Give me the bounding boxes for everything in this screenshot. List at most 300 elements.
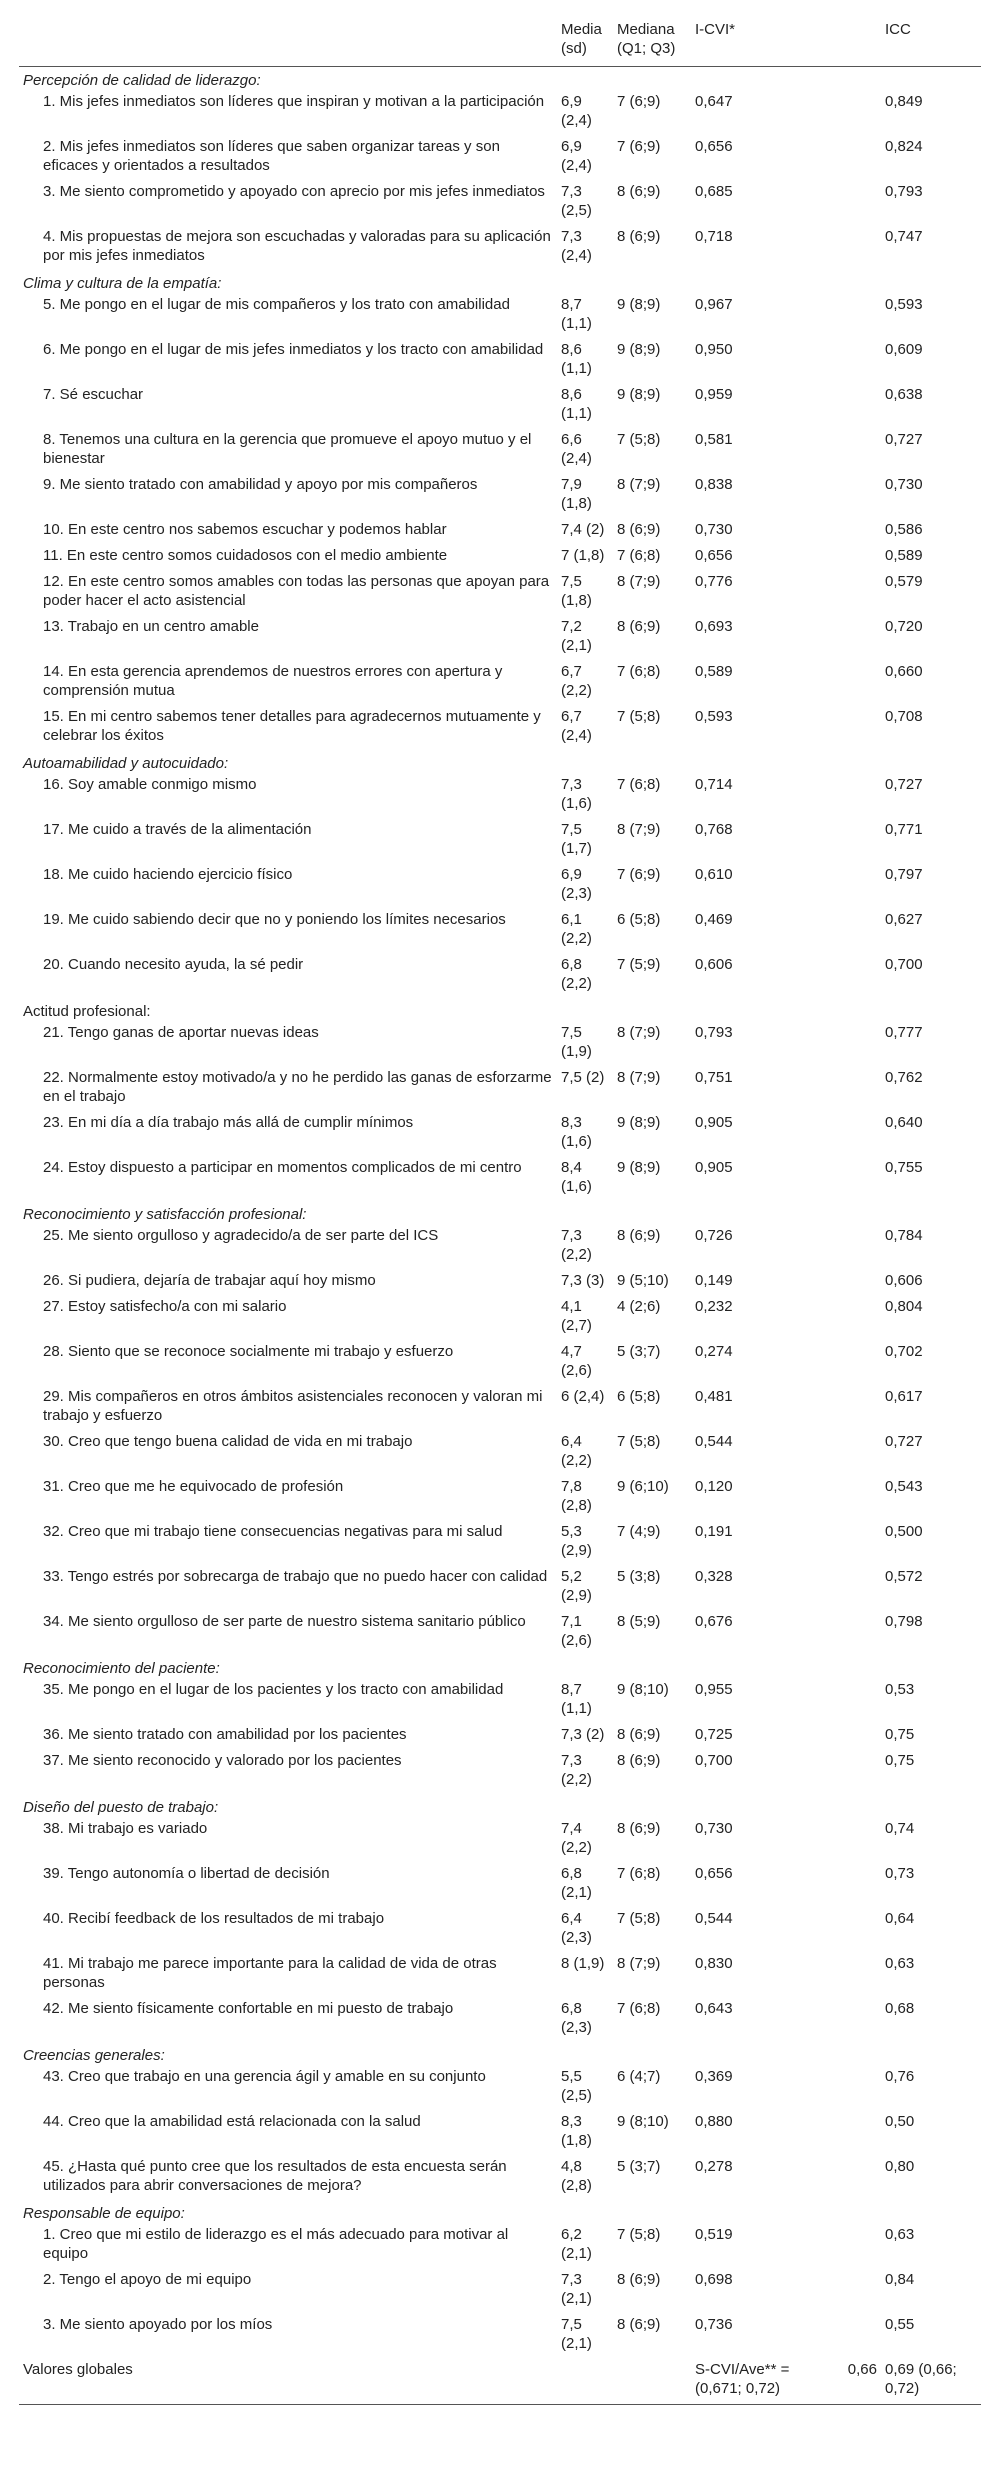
mediana-cell: 8 (6;9) — [617, 1820, 661, 1837]
icc-cell: 0,543 — [885, 1478, 923, 1495]
mediana-cell: 8 (6;9) — [617, 618, 661, 635]
item-label: 7. Sé escuchar — [43, 386, 144, 403]
item-label: 19. Me cuido sabiendo decir que no y poniendo los límites necesarios — [43, 911, 506, 928]
icvi-cell: 0,730 — [695, 1820, 733, 1837]
mediana-cell: 6 (4;7) — [617, 2068, 661, 2085]
item-label: 4. Mis propuestas de mejora son escuchadas y valoradas para su aplicación por mis jefes inmediatos — [43, 228, 551, 264]
media-cell: 7,5 (1,8) — [561, 573, 592, 609]
table-row — [19, 661, 981, 706]
icc-cell: 0,53 — [885, 1681, 915, 1698]
table-row — [19, 384, 981, 429]
section-row — [19, 1202, 981, 1225]
icvi-cell: 0,905 — [695, 1114, 733, 1131]
icvi-cell: 0,610 — [695, 866, 733, 883]
icc-cell: 0,771 — [885, 821, 923, 838]
item-label: 15. En mi centro sabemos tener detalles para agradecernos mutuamente y celebrar los éxitos — [43, 708, 541, 744]
mediana-cell: 5 (3;7) — [617, 1343, 661, 1360]
item-label: 2. Mis jefes inmediatos son líderes que saben organizar tareas y son eficaces y orientados a resultados — [43, 138, 500, 174]
icvi-cell: 0,959 — [695, 386, 733, 403]
mediana-cell: 8 (6;9) — [617, 2316, 661, 2333]
media-cell: 7,3 (2,4) — [561, 228, 592, 264]
item-label: 25. Me siento orgulloso y agradecido/a de ser parte del ICS — [43, 1227, 439, 1244]
icvi-cell: 0,519 — [695, 2226, 733, 2243]
item-label: 12. En este centro somos amables con todas las personas que apoyan para poder hacer el acto asistencial — [43, 573, 550, 609]
section-title: Responsable de equipo: — [23, 2205, 185, 2222]
icvi-cell: 0,656 — [695, 547, 733, 564]
media-cell: 6,7 (2,2) — [561, 663, 592, 699]
icc-cell: 0,75 — [885, 1752, 915, 1769]
table-row — [19, 181, 981, 226]
icc-cell: 0,76 — [885, 2068, 915, 2085]
table-row — [19, 474, 981, 519]
icc-cell: 0,63 — [885, 1955, 915, 1972]
icc-cell: 0,727 — [885, 776, 923, 793]
media-cell: 6,9 (2,3) — [561, 866, 592, 902]
icvi-cell: 0,593 — [695, 708, 733, 725]
table-row — [19, 2111, 981, 2156]
icvi-cell: 0,768 — [695, 821, 733, 838]
media-cell: 6,6 (2,4) — [561, 431, 592, 467]
table-body — [19, 67, 981, 2405]
mediana-cell: 8 (7;9) — [617, 1024, 661, 1041]
icc-cell: 0,720 — [885, 618, 923, 635]
header-mediana: Mediana (Q1; Q3) — [613, 14, 691, 67]
mediana-cell: 9 (8;9) — [617, 1159, 661, 1176]
media-cell: 7,4 (2,2) — [561, 1820, 592, 1856]
section-row — [19, 751, 981, 774]
media-cell: 6,4 (2,3) — [561, 1910, 592, 1946]
icc-cell: 0,572 — [885, 1568, 923, 1585]
section-title: Autoamabilidad y autocuidado: — [23, 755, 229, 772]
item-label: 44. Creo que la amabilidad está relacionada con la salud — [43, 2113, 421, 2130]
item-label: 35. Me pongo en el lugar de los pacientes y los tracto con amabilidad — [43, 1681, 504, 1698]
item-label: 28. Siento que se reconoce socialmente mi trabajo y esfuerzo — [43, 1343, 454, 1360]
item-label: 22. Normalmente estoy motivado/a y no he perdido las ganas de esforzarme en el trabajo — [43, 1069, 552, 1105]
icc-cell: 0,755 — [885, 1159, 923, 1176]
item-label: 18. Me cuido haciendo ejercicio físico — [43, 866, 293, 883]
mediana-cell: 7 (6;9) — [617, 138, 661, 155]
mediana-cell: 7 (6;8) — [617, 663, 661, 680]
global-media — [557, 2359, 613, 2405]
icvi-cell: 0,725 — [695, 1726, 733, 1743]
section-title: Reconocimiento del paciente: — [23, 1660, 220, 1677]
media-cell: 4,8 (2,8) — [561, 2158, 592, 2194]
item-label: 23. En mi día a día trabajo más allá de cumplir mínimos — [43, 1114, 414, 1131]
media-cell: 6,4 (2,2) — [561, 1433, 592, 1469]
table-row — [19, 545, 981, 571]
mediana-cell: 7 (6;8) — [617, 1865, 661, 1882]
icc-cell: 0,606 — [885, 1272, 923, 1289]
media-cell: 7,3 (2,1) — [561, 2271, 592, 2307]
table-row — [19, 1908, 981, 1953]
table-row — [19, 2066, 981, 2111]
media-cell: 7,3 (3) — [561, 1272, 605, 1289]
item-label: 36. Me siento tratado con amabilidad por los pacientes — [43, 1726, 407, 1743]
media-cell: 6,7 (2,4) — [561, 708, 592, 744]
icvi-cell: 0,647 — [695, 93, 733, 110]
icvi-cell: 0,481 — [695, 1388, 733, 1405]
table-row — [19, 864, 981, 909]
mediana-cell: 7 (6;9) — [617, 866, 661, 883]
item-label: 3. Me siento apoyado por los míos — [43, 2316, 273, 2333]
media-cell: 4,1 (2,7) — [561, 1298, 592, 1334]
media-cell: 7,5 (1,7) — [561, 821, 592, 857]
table-row — [19, 91, 981, 136]
mediana-cell: 8 (6;9) — [617, 2271, 661, 2288]
table-row — [19, 294, 981, 339]
media-cell: 7,3 (2) — [561, 1726, 605, 1743]
mediana-cell: 7 (5;8) — [617, 2226, 661, 2243]
table-row — [19, 706, 981, 751]
icc-cell: 0,579 — [885, 573, 923, 590]
mediana-cell: 7 (5;9) — [617, 956, 661, 973]
icvi-cell: 0,232 — [695, 1298, 733, 1315]
icc-cell: 0,593 — [885, 296, 923, 313]
icc-cell: 0,84 — [885, 2271, 915, 2288]
icvi-cell: 0,693 — [695, 618, 733, 635]
item-label: 26. Si pudiera, dejaría de trabajar aquí hoy mismo — [43, 1272, 376, 1289]
icc-cell: 0,75 — [885, 1726, 915, 1743]
media-cell: 8,6 (1,1) — [561, 341, 592, 377]
mediana-cell: 8 (6;9) — [617, 183, 661, 200]
mediana-cell: 7 (6;9) — [617, 93, 661, 110]
icc-cell: 0,730 — [885, 476, 923, 493]
table-row — [19, 1225, 981, 1270]
table-row — [19, 1386, 981, 1431]
mediana-cell: 8 (7;9) — [617, 1069, 661, 1086]
mediana-cell: 8 (7;9) — [617, 573, 661, 590]
table-row — [19, 339, 981, 384]
results-table — [19, 14, 981, 2405]
icvi-cell: 0,149 — [695, 1272, 733, 1289]
section-title: Reconocimiento y satisfacción profesional: — [23, 1206, 307, 1223]
table-row — [19, 954, 981, 999]
icc-cell: 0,55 — [885, 2316, 915, 2333]
table-row — [19, 2224, 981, 2269]
icc-cell: 0,68 — [885, 2000, 915, 2017]
icc-cell: 0,586 — [885, 521, 923, 538]
table-row — [19, 1998, 981, 2043]
item-label: 39. Tengo autonomía o libertad de decisión — [43, 1865, 330, 1882]
icvi-cell: 0,730 — [695, 521, 733, 538]
media-cell: 7,3 (2,2) — [561, 1227, 592, 1263]
mediana-cell: 9 (6;10) — [617, 1478, 669, 1495]
table-row — [19, 2156, 981, 2201]
icc-cell: 0,824 — [885, 138, 923, 155]
icvi-cell: 0,278 — [695, 2158, 733, 2175]
icvi-cell: 0,643 — [695, 2000, 733, 2017]
icc-cell: 0,80 — [885, 2158, 915, 2175]
icc-cell: 0,784 — [885, 1227, 923, 1244]
mediana-cell: 8 (6;9) — [617, 1752, 661, 1769]
mediana-cell: 9 (5;10) — [617, 1272, 669, 1289]
media-cell: 5,3 (2,9) — [561, 1523, 592, 1559]
icvi-cell: 0,950 — [695, 341, 733, 358]
table-header-row — [19, 14, 981, 67]
item-label: 5. Me pongo en el lugar de mis compañeros y los trato con amabilidad — [43, 296, 510, 313]
media-cell: 7,9 (1,8) — [561, 476, 592, 512]
media-cell: 7,5 (2,1) — [561, 2316, 592, 2352]
media-cell: 8,7 (1,1) — [561, 296, 592, 332]
mediana-cell: 7 (6;8) — [617, 2000, 661, 2017]
mediana-cell: 8 (7;9) — [617, 821, 661, 838]
mediana-cell: 8 (6;9) — [617, 521, 661, 538]
icvi-cell: 0,714 — [695, 776, 733, 793]
mediana-cell: 7 (5;8) — [617, 1433, 661, 1450]
item-label: 34. Me siento orgulloso de ser parte de nuestro sistema sanitario público — [43, 1613, 526, 1630]
item-label: 42. Me siento físicamente confortable en mi puesto de trabajo — [43, 2000, 454, 2017]
icvi-cell: 0,676 — [695, 1613, 733, 1630]
icc-cell: 0,660 — [885, 663, 923, 680]
item-label: 38. Mi trabajo es variado — [43, 1820, 208, 1837]
icc-cell: 0,609 — [885, 341, 923, 358]
mediana-cell: 8 (6;9) — [617, 1227, 661, 1244]
icvi-cell: 0,469 — [695, 911, 733, 928]
media-cell: 7,3 (2,2) — [561, 1752, 592, 1788]
icvi-cell: 0,656 — [695, 1865, 733, 1882]
global-icvi-cell — [691, 2359, 881, 2405]
table-row — [19, 136, 981, 181]
table-row — [19, 2269, 981, 2314]
icvi-cell: 0,274 — [695, 1343, 733, 1360]
mediana-cell: 5 (3;8) — [617, 1568, 661, 1585]
table-row — [19, 1157, 981, 1202]
icc-cell: 0,849 — [885, 93, 923, 110]
table-row — [19, 1679, 981, 1724]
item-label: 43. Creo que trabajo en una gerencia ágil y amable en su conjunto — [43, 2068, 486, 2085]
item-label: 14. En esta gerencia aprendemos de nuestros errores con apertura y comprensión mutua — [43, 663, 503, 699]
scvi-label: S-CVI/Ave** = — [695, 2361, 790, 2378]
table-row — [19, 1296, 981, 1341]
media-cell: 6,9 (2,4) — [561, 93, 592, 129]
media-cell: 5,5 (2,5) — [561, 2068, 592, 2104]
mediana-cell: 9 (8;9) — [617, 296, 661, 313]
media-cell: 7,1 (2,6) — [561, 1613, 592, 1649]
icvi-cell: 0,793 — [695, 1024, 733, 1041]
mediana-cell: 6 (5;8) — [617, 911, 661, 928]
item-label: 13. Trabajo en un centro amable — [43, 618, 259, 635]
icc-cell: 0,793 — [885, 183, 923, 200]
table-row — [19, 1521, 981, 1566]
media-cell: 6,8 (2,3) — [561, 2000, 592, 2036]
media-cell: 7,5 (1,9) — [561, 1024, 592, 1060]
scvi-value: 0,66 — [847, 2361, 877, 2378]
item-label: 11. En este centro somos cuidadosos con el medio ambiente — [43, 547, 448, 564]
table-row — [19, 1112, 981, 1157]
icc-cell: 0,500 — [885, 1523, 923, 1540]
table-row — [19, 1476, 981, 1521]
icc-cell: 0,708 — [885, 708, 923, 725]
mediana-cell: 4 (2;6) — [617, 1298, 661, 1315]
scvi-line — [695, 2360, 877, 2379]
mediana-cell: 9 (8;10) — [617, 1681, 669, 1698]
media-cell: 6,8 (2,1) — [561, 1865, 592, 1901]
table-row — [19, 1953, 981, 1998]
section-row — [19, 2043, 981, 2066]
icvi-cell: 0,656 — [695, 138, 733, 155]
icc-cell: 0,702 — [885, 1343, 923, 1360]
icc-cell: 0,627 — [885, 911, 923, 928]
mediana-cell: 7 (5;8) — [617, 431, 661, 448]
section-title: Actitud profesional: — [23, 1003, 151, 1020]
icvi-cell: 0,191 — [695, 1523, 733, 1540]
item-label: 30. Creo que tengo buena calidad de vida en mi trabajo — [43, 1433, 413, 1450]
section-title: Percepción de calidad de liderazgo: — [23, 72, 261, 89]
icc-cell: 0,640 — [885, 1114, 923, 1131]
section-row — [19, 271, 981, 294]
icvi-cell: 0,736 — [695, 2316, 733, 2333]
mediana-cell: 8 (6;9) — [617, 1726, 661, 1743]
icc-cell: 0,73 — [885, 1865, 915, 1882]
table-row — [19, 1566, 981, 1611]
icvi-cell: 0,955 — [695, 1681, 733, 1698]
item-label: 3. Me siento comprometido y apoyado con aprecio por mis jefes inmediatos — [43, 183, 545, 200]
icc-cell: 0,797 — [885, 866, 923, 883]
icc-cell: 0,74 — [885, 1820, 915, 1837]
mediana-cell: 8 (7;9) — [617, 1955, 661, 1972]
icvi-cell: 0,328 — [695, 1568, 733, 1585]
icc-cell: 0,63 — [885, 2226, 915, 2243]
item-label: 17. Me cuido a través de la alimentación — [43, 821, 312, 838]
mediana-cell: 7 (5;8) — [617, 1910, 661, 1927]
table-row — [19, 1270, 981, 1296]
media-cell: 7,2 (2,1) — [561, 618, 592, 654]
item-label: 24. Estoy dispuesto a participar en momentos complicados de mi centro — [43, 1159, 522, 1176]
item-label: 41. Mi trabajo me parece importante para la calidad de vida de otras personas — [43, 1955, 497, 1991]
item-label: 29. Mis compañeros en otros ámbitos asistenciales reconocen y valoran mi trabajo y esfuerzo — [43, 1388, 543, 1424]
header-icc: ICC — [881, 14, 981, 67]
item-label: 1. Mis jefes inmediatos son líderes que inspiran y motivan a la participación — [43, 93, 545, 110]
table-row — [19, 774, 981, 819]
mediana-cell: 7 (6;8) — [617, 776, 661, 793]
media-cell: 7,8 (2,8) — [561, 1478, 592, 1514]
mediana-cell: 9 (8;10) — [617, 2113, 669, 2130]
media-cell: 7,3 (2,5) — [561, 183, 592, 219]
icvi-cell: 0,718 — [695, 228, 733, 245]
media-cell: 5,2 (2,9) — [561, 1568, 592, 1604]
icvi-cell: 0,698 — [695, 2271, 733, 2288]
section-row — [19, 2201, 981, 2224]
icvi-cell: 0,581 — [695, 431, 733, 448]
mediana-cell: 8 (6;9) — [617, 228, 661, 245]
item-label: 45. ¿Hasta qué punto cree que los resultados de esta encuesta serán utilizados para abrir conversaciones de mejora? — [43, 2158, 507, 2194]
icc-cell: 0,777 — [885, 1024, 923, 1041]
icvi-cell: 0,967 — [695, 296, 733, 313]
icvi-cell: 0,369 — [695, 2068, 733, 2085]
icvi-cell: 0,905 — [695, 1159, 733, 1176]
media-cell: 6,9 (2,4) — [561, 138, 592, 174]
table-row — [19, 1341, 981, 1386]
table-row — [19, 571, 981, 616]
mediana-cell: 7 (5;8) — [617, 708, 661, 725]
mediana-cell: 8 (5;9) — [617, 1613, 661, 1630]
table-row — [19, 1431, 981, 1476]
icvi-cell: 0,830 — [695, 1955, 733, 1972]
media-cell: 7,3 (1,6) — [561, 776, 592, 812]
icc-cell: 0,747 — [885, 228, 923, 245]
header-icvi: I-CVI* — [691, 14, 881, 67]
table-row — [19, 1818, 981, 1863]
mediana-cell: 5 (3;7) — [617, 2158, 661, 2175]
media-cell: 8,6 (1,1) — [561, 386, 592, 422]
icc-cell: 0,700 — [885, 956, 923, 973]
table-row — [19, 819, 981, 864]
section-row — [19, 67, 981, 92]
icvi-cell: 0,685 — [695, 183, 733, 200]
icc-cell: 0,727 — [885, 1433, 923, 1450]
icc-cell: 0,50 — [885, 2113, 915, 2130]
mediana-cell: 9 (8;9) — [617, 1114, 661, 1131]
item-label: 20. Cuando necesito ayuda, la sé pedir — [43, 956, 304, 973]
section-title: Diseño del puesto de trabajo: — [23, 1799, 219, 1816]
table-row — [19, 1863, 981, 1908]
mediana-cell: 7 (6;8) — [617, 547, 661, 564]
media-cell: 8 (1,9) — [561, 1955, 605, 1972]
global-icc: 0,69 (0,66; 0,72) — [881, 2359, 981, 2405]
icvi-cell: 0,776 — [695, 573, 733, 590]
section-row — [19, 999, 981, 1022]
icc-cell: 0,617 — [885, 1388, 923, 1405]
table-row — [19, 1067, 981, 1112]
icc-cell: 0,798 — [885, 1613, 923, 1630]
table-row — [19, 1724, 981, 1750]
section-row — [19, 1656, 981, 1679]
section-title: Creencias generales: — [23, 2047, 165, 2064]
table-row — [19, 1022, 981, 1067]
media-cell: 7 (1,8) — [561, 547, 605, 564]
icc-cell: 0,64 — [885, 1910, 915, 1927]
icvi-cell: 0,880 — [695, 2113, 733, 2130]
mediana-cell: 7 (4;9) — [617, 1523, 661, 1540]
media-cell: 4,7 (2,6) — [561, 1343, 592, 1379]
table-row — [19, 2314, 981, 2359]
icvi-cell: 0,726 — [695, 1227, 733, 1244]
item-label: 37. Me siento reconocido y valorado por los pacientes — [43, 1752, 402, 1769]
table-row — [19, 429, 981, 474]
media-cell: 8,3 (1,6) — [561, 1114, 592, 1150]
item-label: 8. Tenemos una cultura en la gerencia que promueve el apoyo mutuo y el bienestar — [43, 431, 532, 467]
mediana-cell: 9 (8;9) — [617, 386, 661, 403]
icc-cell: 0,589 — [885, 547, 923, 564]
item-label: 1. Creo que mi estilo de liderazgo es el más adecuado para motivar al equipo — [43, 2226, 509, 2262]
item-label: 32. Creo que mi trabajo tiene consecuencias negativas para mi salud — [43, 1523, 503, 1540]
icc-cell: 0,804 — [885, 1298, 923, 1315]
section-row — [19, 1795, 981, 1818]
item-label: 10. En este centro nos sabemos escuchar y podemos hablar — [43, 521, 447, 538]
icc-cell: 0,638 — [885, 386, 923, 403]
media-cell: 8,4 (1,6) — [561, 1159, 592, 1195]
item-label: 21. Tengo ganas de aportar nuevas ideas — [43, 1024, 319, 1041]
media-cell: 6,1 (2,2) — [561, 911, 592, 947]
media-cell: 6 (2,4) — [561, 1388, 605, 1405]
media-cell: 6,2 (2,1) — [561, 2226, 592, 2262]
item-label: 33. Tengo estrés por sobrecarga de trabajo que no puedo hacer con calidad — [43, 1568, 548, 1585]
icvi-cell: 0,544 — [695, 1433, 733, 1450]
global-label: Valores globales — [19, 2359, 557, 2405]
item-label: 27. Estoy satisfecho/a con mi salario — [43, 1298, 287, 1315]
table-row — [19, 1750, 981, 1795]
icvi-cell: 0,120 — [695, 1478, 733, 1495]
table-row — [19, 909, 981, 954]
item-label: 31. Creo que me he equivocado de profesión — [43, 1478, 344, 1495]
item-label: 16. Soy amable conmigo mismo — [43, 776, 257, 793]
media-cell: 6,8 (2,2) — [561, 956, 592, 992]
mediana-cell: 6 (5;8) — [617, 1388, 661, 1405]
item-label: 2. Tengo el apoyo de mi equipo — [43, 2271, 252, 2288]
header-item — [19, 14, 557, 67]
scvi-ci: (0,671; 0,72) — [695, 2380, 781, 2397]
section-title: Clima y cultura de la empatía: — [23, 275, 222, 292]
